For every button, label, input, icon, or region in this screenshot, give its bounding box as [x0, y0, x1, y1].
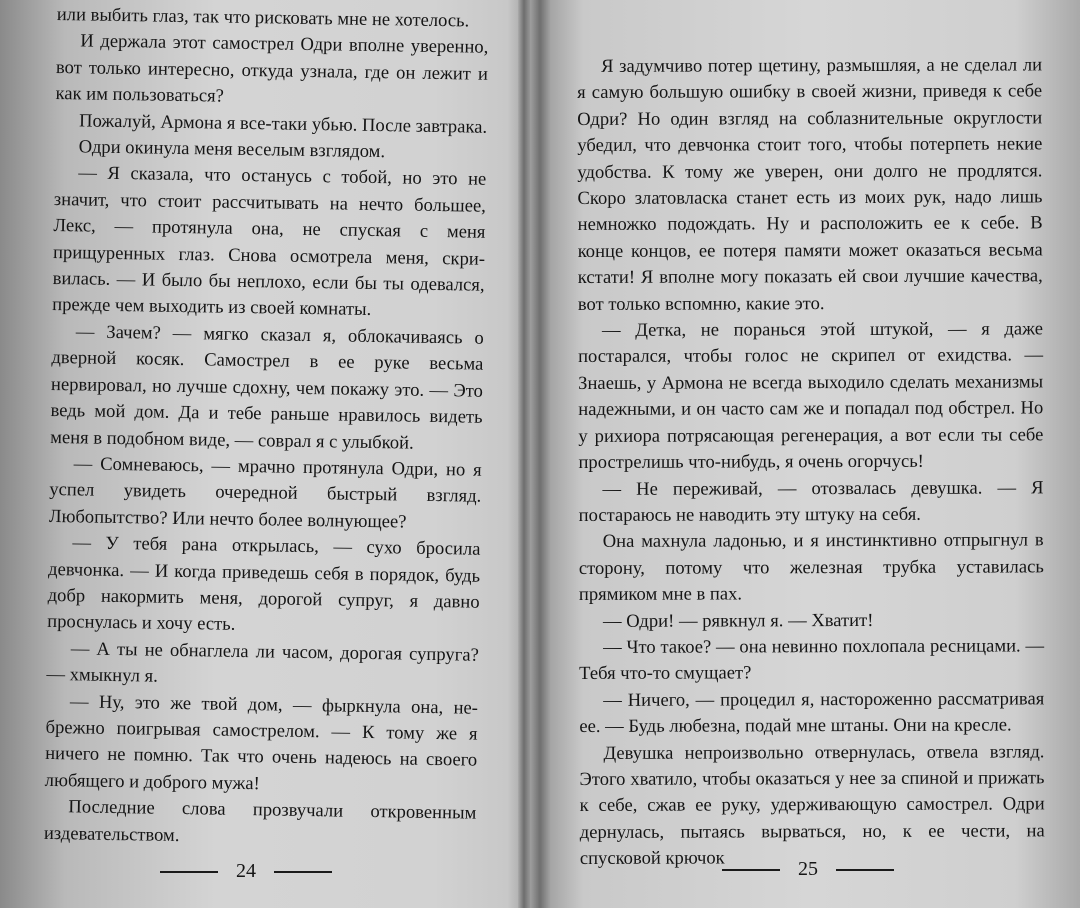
left-page-text: [44, 2, 489, 854]
paragraph: Одри окинула меня веселым взглядом.: [78, 136, 386, 163]
paragraph: — Детка, не поранься этой штукой, — я даже постарался, чтобы голос не скрипел от ехидства. — Знаешь, у Армона не всегда выходило сделать механизмы надежными, и он часто сам же и попадал под обстрел. Но у рихиора потрясающая регенерация, а вот если ты себе прострелишь что-нибудь, я очень огорчусь!: [578, 318, 1044, 474]
left-page-number: 24: [236, 860, 256, 882]
paragraph: — А ты не обнаглела ли часом, дорогая супруга? — хмыкнул я.: [46, 638, 479, 687]
paragraph: Я задумчиво потер щетину, размышляя, а не сделал ли я самую большую ошибку в своей жизни, приведя к себе Одри? Но один взгляд на соблазнительные округлости убедил, что девчонка стоит того, чтобы потерпеть некие удобства. К тому же уверен, они долго не продлятся. Скоро златовласка станет есть из моих рук, надо лишь немножко подождать. Ну и расположить ее к себе. В конце концов, ее потеря памяти может оказаться весьма кстати! Я вполне могу показать ей свои лучшие качества, вот только вспомню, какие это.: [577, 54, 1043, 315]
right-page: [530, 0, 1080, 908]
paragraph: — Зачем? — мягко сказал я, облокачиваясь о дверной косяк. Самострел в ее руке весьма нервировал, но лучше сдохну, чем покажу это. — Это ведь мой дом. Да и тебе раньше нравилось видеть меня в подобном виде, — соврал я с улыбкой.: [50, 321, 484, 454]
paragraph: И держала этот самострел Одри вполне уверенно, вот только интересно, откуда узнала, где он лежит и как им пользоваться?: [55, 30, 489, 107]
paragraph: Девушка непроизвольно отвернулась, отвела взгляд. Этого хватило, чтобы оказаться у нее за спиной и прижать к себе, сжав ее руку, удерживающую самострел. Одри дернулась, пытаясь вырваться, но, к ее чести, на спусковой крючок: [579, 740, 1045, 870]
paragraph: — Ну, это же твой дом, — фыркнула она, небрежно поигрывая самострелом. — К тому же я ничего не помню. Так что очень надеюсь на своего любящего и доброго мужа!: [44, 690, 479, 795]
folio-rule-right: [836, 869, 894, 871]
paragraph: Последние слова прозвучали откровенным издевательством.: [43, 796, 477, 846]
left-page-folio: [160, 860, 332, 883]
left-page: [0, 0, 520, 908]
folio-rule-right: [274, 871, 332, 873]
folio-rule-left: [722, 869, 780, 871]
folio-rule-left: [160, 871, 218, 873]
paragraph: — Сомневаюсь, — мрачно протянула Одри, но я успел увидеть очередной быстрый взгляд. Любопытство? Или нечто более волнующее?: [48, 453, 482, 533]
paragraph: или выбить глаз, так что рисковать мне не хотелось.: [56, 3, 470, 32]
paragraph: — Что такое? — она невинно похлопала ресницами. — Тебя что-то смущает?: [579, 635, 1045, 685]
right-page-number: 25: [798, 858, 818, 880]
paragraph: — Ничего, — процедил я, настороженно рассматривая ее. — Будь любезна, подай мне штаны. Они на кресле.: [579, 688, 1045, 738]
paragraph: — Одри! — рявкнул я. — Хватит!: [602, 609, 874, 632]
paragraph: — У тебя рана открылась, — сухо бросила девчонка. — И когда приведешь себя в порядок, будь добр накормить меня, дорогой супруг, я давно проснулась и хочу есть.: [47, 532, 481, 636]
right-page-folio: [722, 858, 894, 881]
paragraph: — Не переживай, — отозвалась девушка. — Я постараюсь не наводить эту штуку на себя.: [578, 476, 1044, 526]
paragraph: Пожалуй, Армона я все-таки убью. После завтрака.: [78, 109, 488, 138]
paragraph: Она махнула ладонью, и я инстинктивно отпрыгнул в сторону, потому что железная трубка уставилась прямиком мне в пах.: [578, 529, 1044, 606]
paragraph: — Я сказала, что останусь с тобой, но это не значит, что стоит рассчитывать на нечто большее, Лекс, — протянула она, не спуская с меня прищуренных глаз. Снова осмотрела меня, скривилась. — И было бы неплохо, если бы ты одевался, прежде чем выходить из своей комнаты.: [52, 162, 487, 321]
right-page-text: [577, 52, 1045, 872]
